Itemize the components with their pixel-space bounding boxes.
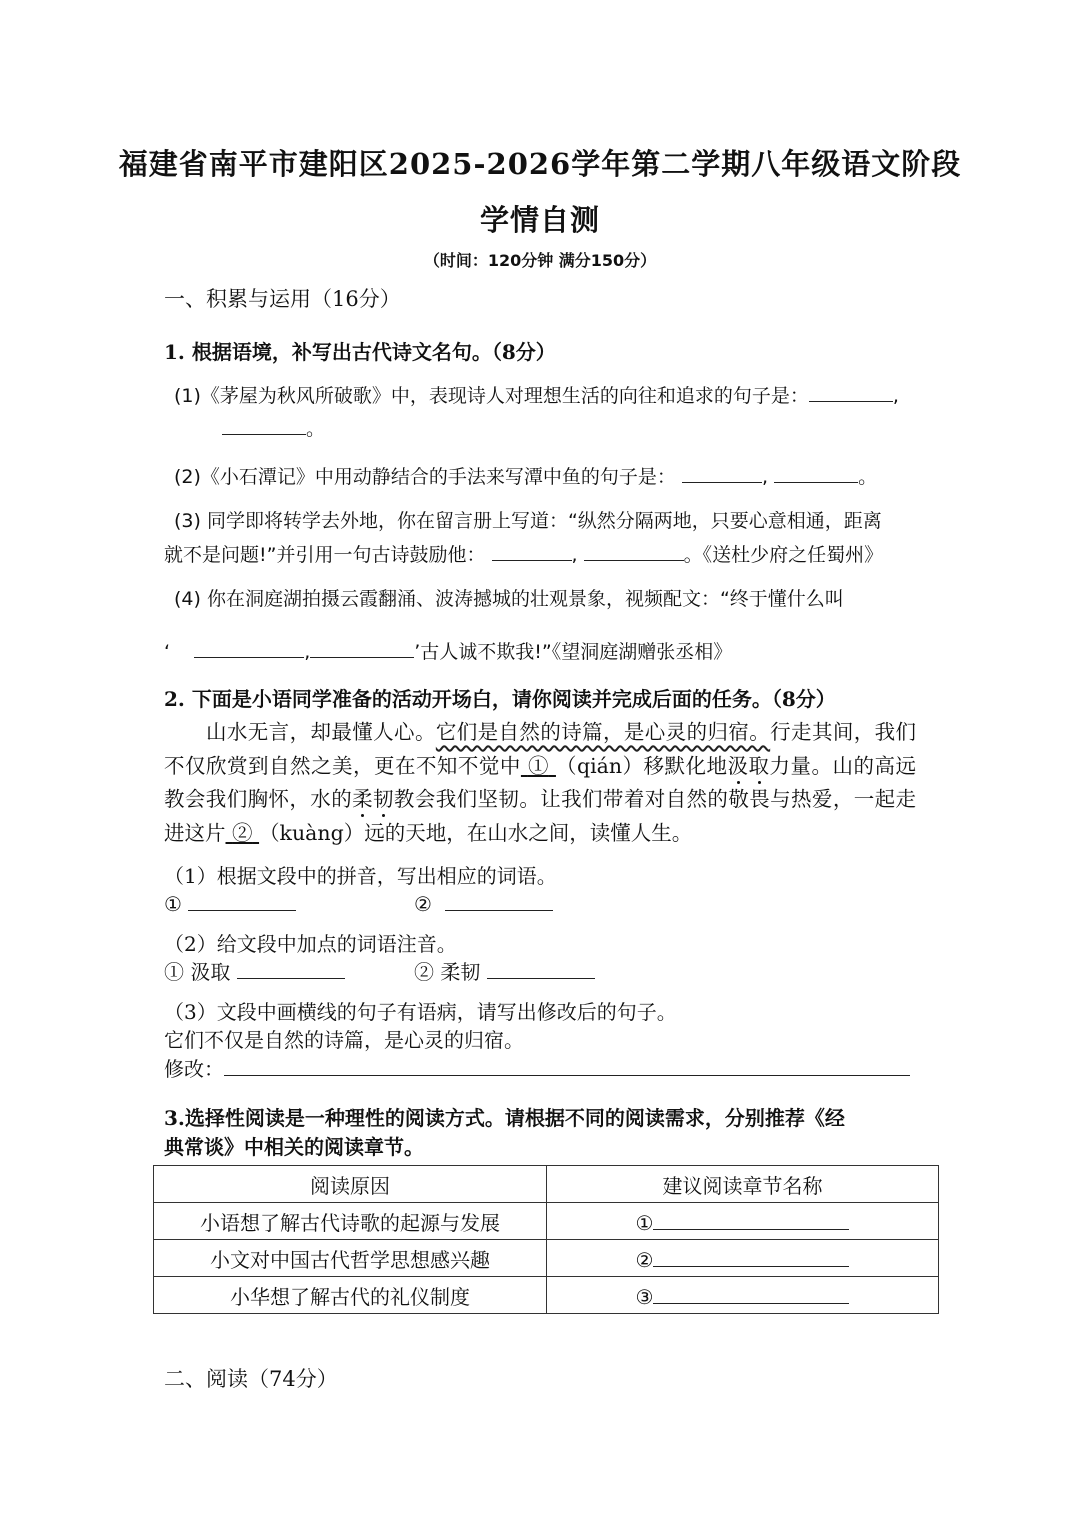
q2-task1-blank-a[interactable] — [188, 888, 296, 911]
q3-table-header-row — [154, 1166, 939, 1203]
q1-item1-blank-a[interactable] — [809, 379, 893, 402]
q1-item4-line1: (4) 你在洞庭湖拍摄云霞翻涌、波涛撼城的壮观景象，视频配文：“终于懂什么叫 — [174, 588, 844, 610]
q2-task1-blank-b[interactable] — [445, 888, 553, 911]
q2-task2-answers-b — [414, 956, 595, 985]
q1-item2-text: (2)《小石潭记》中用动静结合的手法来写潭中鱼的句子是： — [174, 466, 676, 488]
q3-row3-blank[interactable] — [653, 1281, 849, 1304]
q2-passage-underlined: 它们是自然的诗篇，是心灵的归宿。 — [435, 720, 771, 744]
q1-item1-text: (1)《茅屋为秋风所破歌》中，表现诗人对理想生活的向往和追求的句子是： — [174, 385, 809, 407]
q1-item3-line1: (3) 同学即将转学去外地，你在留言册上写道：“纵然分隔两地，只要心意相通，距离 — [174, 510, 882, 532]
q3-row1-mark: ① — [635, 1211, 654, 1235]
q2-passage-pinyin2: （kuàng）远的天地，在山水之间，读懂人生。 — [259, 820, 693, 845]
q3-table — [153, 1165, 939, 1314]
q1-item4-blank-a[interactable] — [194, 635, 304, 658]
q3-row2-blank[interactable] — [653, 1244, 849, 1267]
table-row — [154, 1203, 939, 1240]
q3-heading-line1: 3.选择性阅读是一种理性的阅读方式。请根据不同的阅读需求，分别推荐《经 — [164, 1106, 845, 1130]
q2-passage-pinyin1: （qián）移默化地 — [555, 753, 728, 778]
q2-task3-fix-label: 修改： — [164, 1057, 224, 1081]
q2-passage-d: 力量。山的高远教会我们胸怀，水的 — [164, 753, 917, 811]
q1-item2-blank-b[interactable] — [774, 460, 858, 483]
q2-heading: 2. 下面是小语同学准备的活动开场白，请你阅读并完成后面的任务。（8分） — [164, 687, 836, 711]
q2-task1-answers-b — [414, 888, 553, 916]
q2-passage — [164, 716, 916, 850]
q2-passage-blank2: ② — [232, 820, 253, 845]
q3-table-header-reason: 阅读原因 — [154, 1166, 547, 1203]
q1-heading: 1. 根据语境，补写出古代诗文名句。（8分） — [164, 340, 556, 364]
q1-item4-open-quote: ‘ — [164, 641, 171, 663]
q2-task2-word-a: ① 汲取 — [164, 960, 231, 984]
q1-item2-blank-a[interactable] — [682, 460, 762, 483]
q3-row1-reason: 小语想了解古代诗歌的起源与发展 — [154, 1203, 547, 1240]
q2-passage-dotted2: 柔韧 — [352, 787, 394, 811]
q3-row2-mark: ② — [635, 1248, 654, 1272]
q3-row3-answer — [547, 1277, 939, 1314]
section1-heading: 一、积累与运用（16分） — [164, 287, 401, 311]
q1-item3-line2: 就不是问题!”并引用一句古诗鼓励他： , 。《送杜少府之任蜀州》 — [164, 538, 883, 567]
q2-passage-blank1: ① — [527, 753, 549, 778]
q1-item3-blank-b[interactable] — [584, 538, 684, 561]
q2-task3-fix — [164, 1053, 910, 1082]
table-row — [154, 1277, 939, 1314]
q1-item3-blank-a[interactable] — [492, 538, 572, 561]
q1-item1-cont: 。 — [222, 412, 325, 441]
q2-task2-blank-b[interactable] — [487, 956, 595, 979]
q3-heading-line2: 典常谈》中相关的阅读章节。 — [164, 1135, 424, 1159]
q3-row1-answer — [547, 1203, 939, 1240]
q3-row2-answer — [547, 1240, 939, 1277]
q3-table-header-chapter: 建议阅读章节名称 — [547, 1166, 939, 1203]
q2-passage-e: 教会我们坚韧。让我们带着对自然的敬畏与热爱，一起走进这片 — [164, 787, 917, 845]
q2-passage-a: 山水无言，却最懂人心。 — [206, 720, 436, 744]
exam-meta: （时间：120分钟 满分150分） — [423, 251, 657, 270]
q2-task2-answers — [164, 956, 345, 985]
section2-heading: 二、阅读（74分） — [164, 1367, 338, 1391]
q3-row3-reason: 小华想了解古代的礼仪制度 — [154, 1277, 547, 1314]
q1-item2: (2)《小石潭记》中用动静结合的手法来写潭中鱼的句子是： , 。 — [174, 460, 877, 489]
q2-task1-mark-b: ② — [414, 892, 432, 916]
q1-item4-blank-b[interactable] — [310, 635, 414, 658]
q2-task1: （1）根据文段中的拼音，写出相应的词语。 — [164, 864, 557, 888]
q1-item4-tail: ’古人诚不欺我!”《望洞庭湖赠张丞相》 — [414, 641, 733, 663]
q2-passage-c: 行走其间，我们不仅欣赏到自然之美，更在不知不觉中 — [164, 720, 917, 778]
q2-task1-answers — [164, 888, 296, 916]
q3-row3-mark: ③ — [635, 1285, 654, 1309]
table-row — [154, 1240, 939, 1277]
q1-item1-blank-b[interactable] — [222, 412, 306, 435]
q1-item3-source: 《送杜少府之任蜀州》 — [702, 544, 884, 566]
q1-item3-text: 就不是问题!”并引用一句古诗鼓励他： — [164, 544, 486, 566]
q2-task1-mark-a: ① — [164, 892, 182, 916]
q1-item4-line2: ‘ , ’古人诚不欺我!”《望洞庭湖赠张丞相》 — [164, 635, 732, 664]
q2-task3: （3）文段中画横线的句子有语病，请写出修改后的句子。 — [164, 1000, 677, 1024]
q2-task3-blank[interactable] — [224, 1053, 910, 1076]
q1-item1: (1)《茅屋为秋风所破歌》中，表现诗人对理想生活的向往和追求的句子是： , — [174, 379, 899, 408]
q2-task2-word-b: ② 柔韧 — [414, 960, 481, 984]
q2-task2-blank-a[interactable] — [237, 956, 345, 979]
q3-row1-blank[interactable] — [653, 1207, 849, 1230]
q2-task2: （2）给文段中加点的词语注音。 — [164, 932, 457, 956]
exam-title-line1: 福建省南平市建阳区2025-2026学年第二学期八年级语文阶段 — [118, 147, 962, 181]
exam-title-line2: 学情自测 — [479, 203, 600, 237]
q3-row2-reason: 小文对中国古代哲学思想感兴趣 — [154, 1240, 547, 1277]
q2-task3-sentence: 它们不仅是自然的诗篇，是心灵的归宿。 — [164, 1028, 524, 1052]
q2-passage-dotted1: 汲取 — [727, 753, 770, 778]
